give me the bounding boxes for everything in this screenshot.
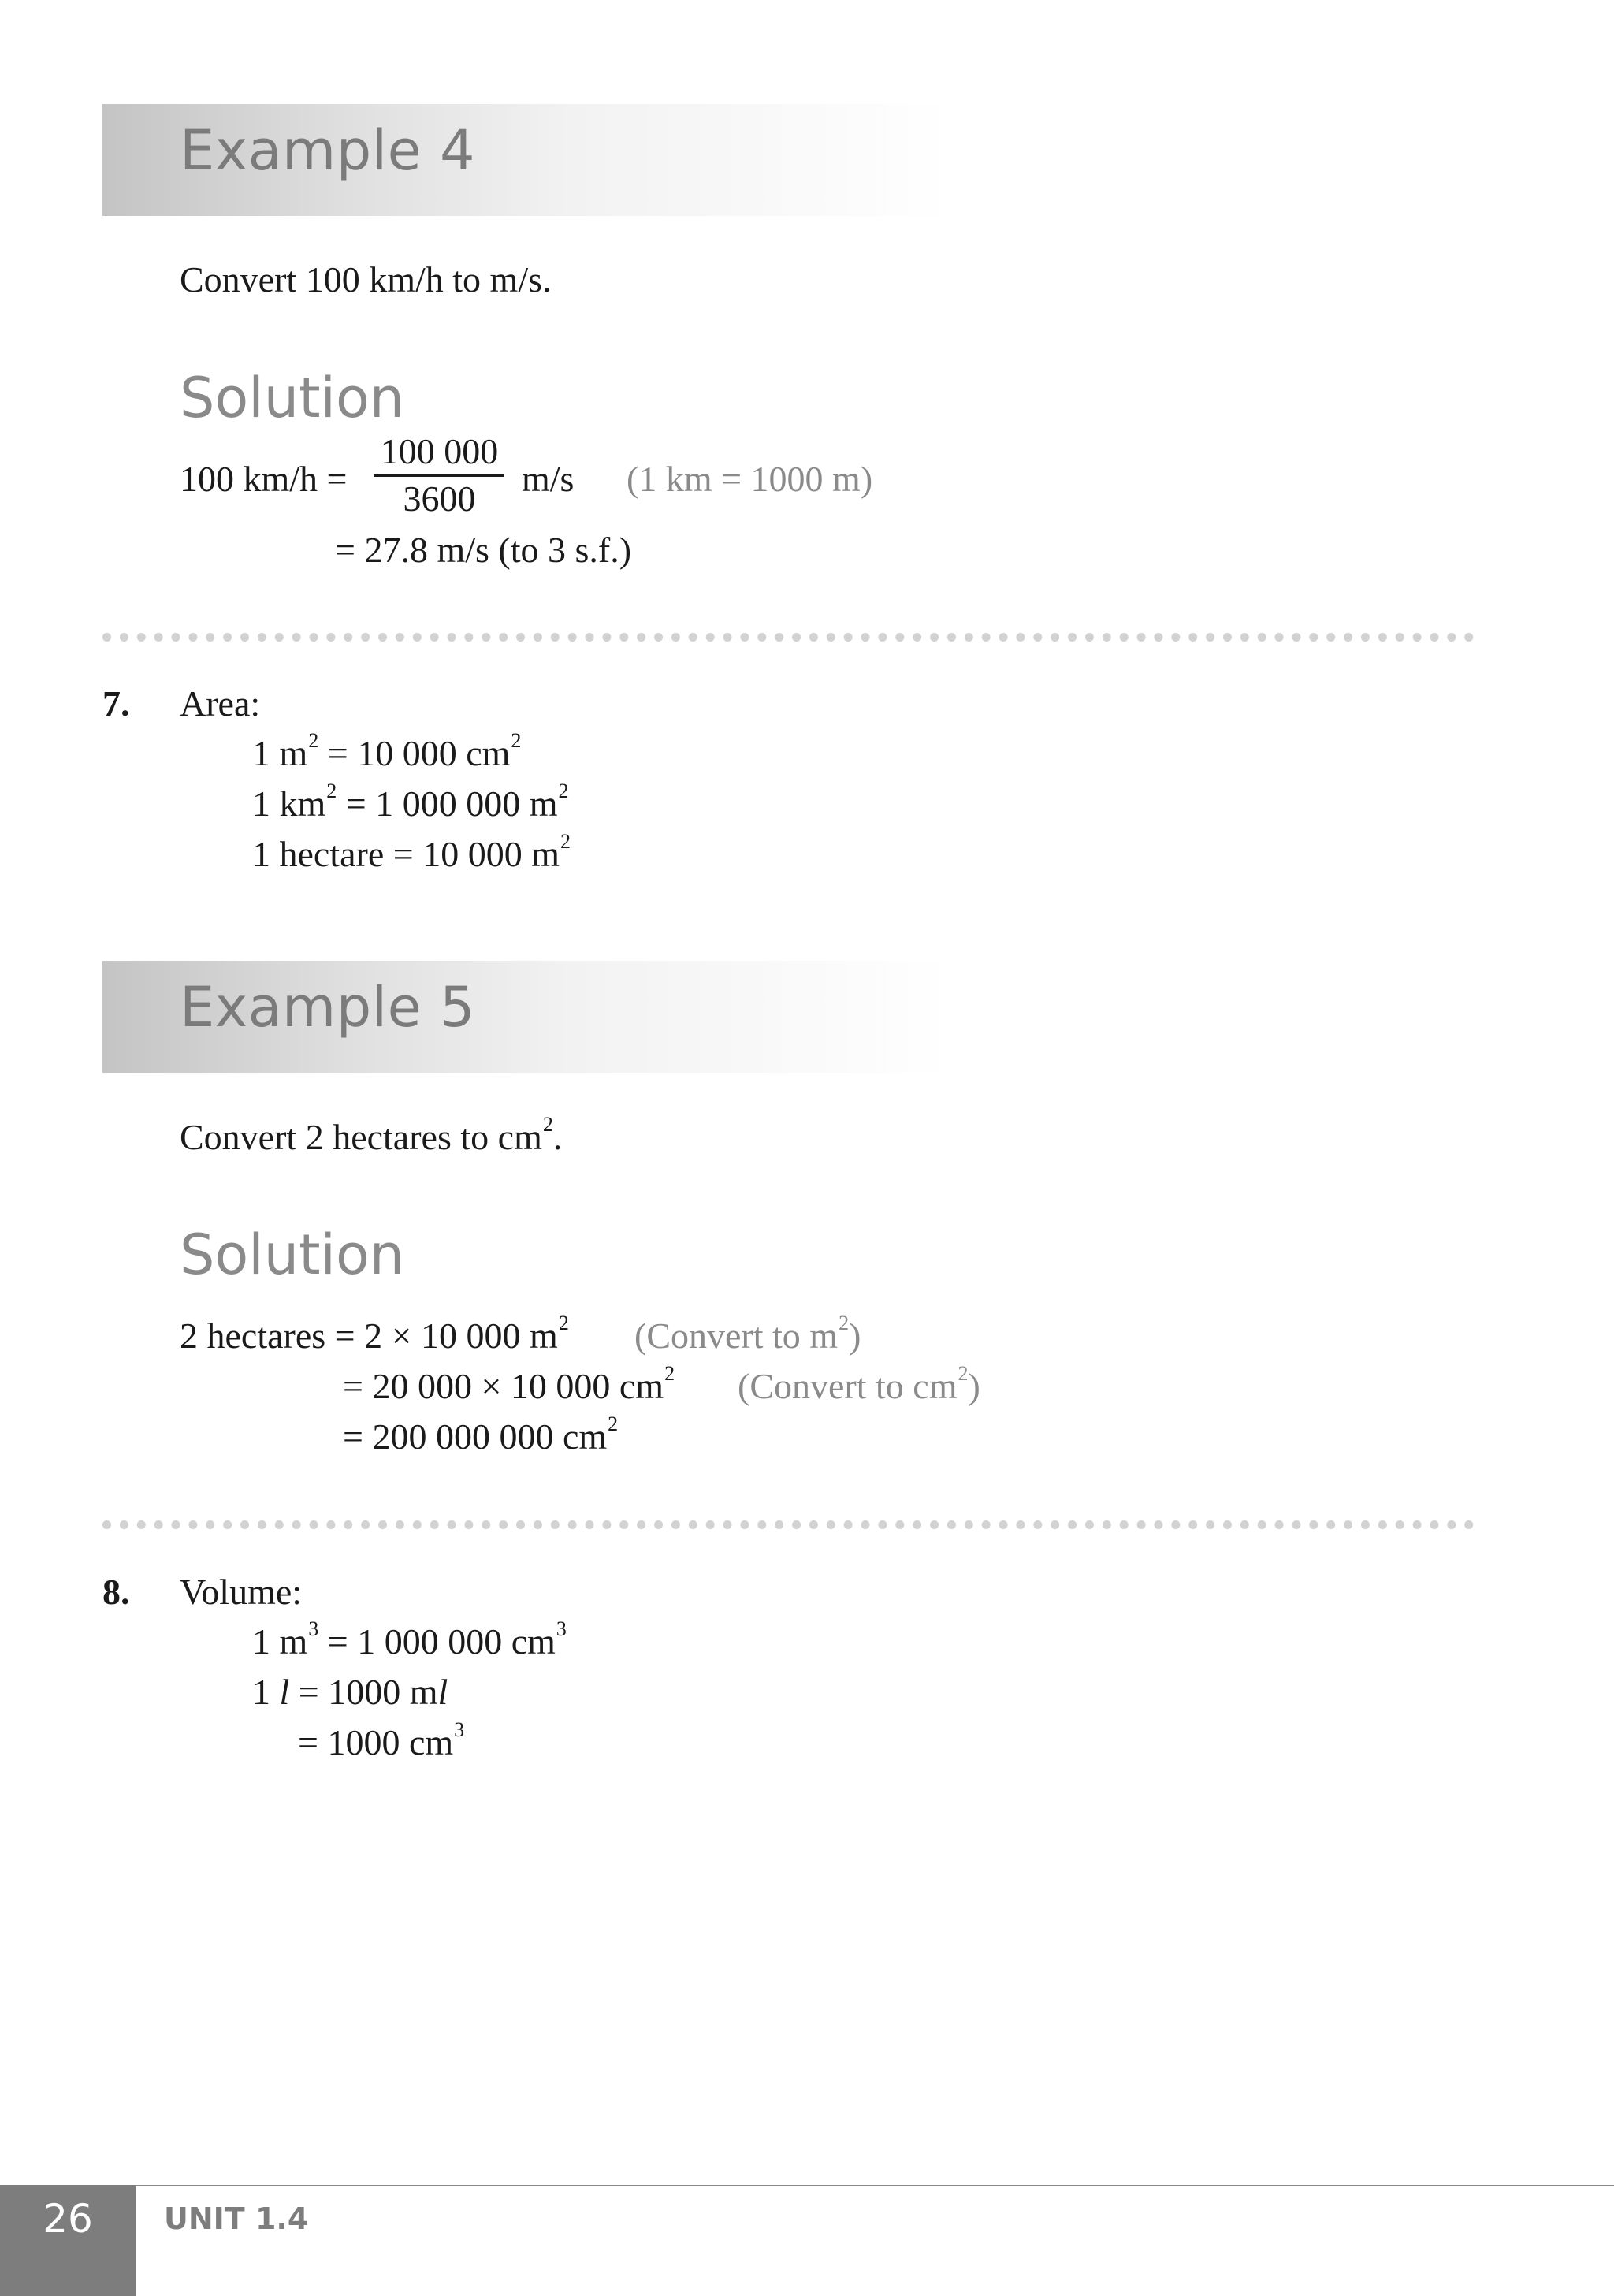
- example-4-solution-heading: Solution: [180, 366, 405, 430]
- example-5-question: Convert 2 hectares to $cm^2$.: [180, 1113, 563, 1157]
- section-separator: [102, 1520, 1474, 1529]
- example-5-line-3: = 200 000 000 $cm^2$: [343, 1412, 619, 1457]
- example-5-note-2: (Convert to $cm^2$): [738, 1362, 980, 1406]
- footer-rule: [136, 2185, 1614, 2186]
- item-7-heading: Area:: [180, 683, 261, 724]
- example-5-banner: [102, 961, 954, 1073]
- unit-label: UNIT 1.4: [164, 2201, 309, 2236]
- example-4-question: Convert 100 km/h to m/s.: [180, 259, 552, 300]
- item-8-number: 8.: [102, 1572, 130, 1612]
- example-4-unit: m/s: [522, 459, 575, 499]
- item-7-line-2: 1 $km^2 = 1$ 000 000 $m^2$: [252, 780, 569, 824]
- example-5-title: Example 5: [180, 975, 475, 1040]
- item-8-line-3: = 1000 $cm^3$: [298, 1718, 465, 1762]
- example-4-banner: [102, 104, 954, 216]
- fraction-numerator: 100 000: [380, 431, 499, 471]
- section-separator: [102, 633, 1474, 642]
- example-4-note: (1 km = 1000 m): [627, 459, 873, 499]
- example-4-fraction: [374, 431, 504, 519]
- page-number: 26: [43, 2196, 93, 2242]
- fraction-bar: [374, 474, 504, 477]
- fraction-denominator: 3600: [403, 478, 476, 519]
- example-4-title: Example 4: [180, 118, 475, 183]
- example-4-result: = 27.8 m/s (to 3 s.f.): [335, 530, 632, 570]
- example-4-lhs: 100 km/h =: [180, 459, 348, 499]
- example-5-note-1: (Convert to $m^2$): [634, 1312, 861, 1356]
- item-7-line-3: 1 hectare = 10 000 $m^2$: [252, 830, 571, 874]
- example-5-line-1: 2 hectares = 2 × 10 000 $m^2$: [180, 1312, 569, 1356]
- item-7-number: 7.: [102, 683, 130, 724]
- item-8-heading: Volume:: [180, 1572, 303, 1612]
- item-8-line-1: 1 $m^3 = 1$ 000 000 $cm^3$: [252, 1617, 567, 1662]
- example-5-line-2: = 20 000 × 10 000 $cm^2$: [343, 1362, 675, 1406]
- item-8-line-2: 1 l = 1000 ml: [252, 1672, 448, 1712]
- example-5-solution-heading: Solution: [180, 1222, 405, 1287]
- item-7-line-1: 1 $m^2 = 10$ 000 $cm^2$: [252, 729, 522, 773]
